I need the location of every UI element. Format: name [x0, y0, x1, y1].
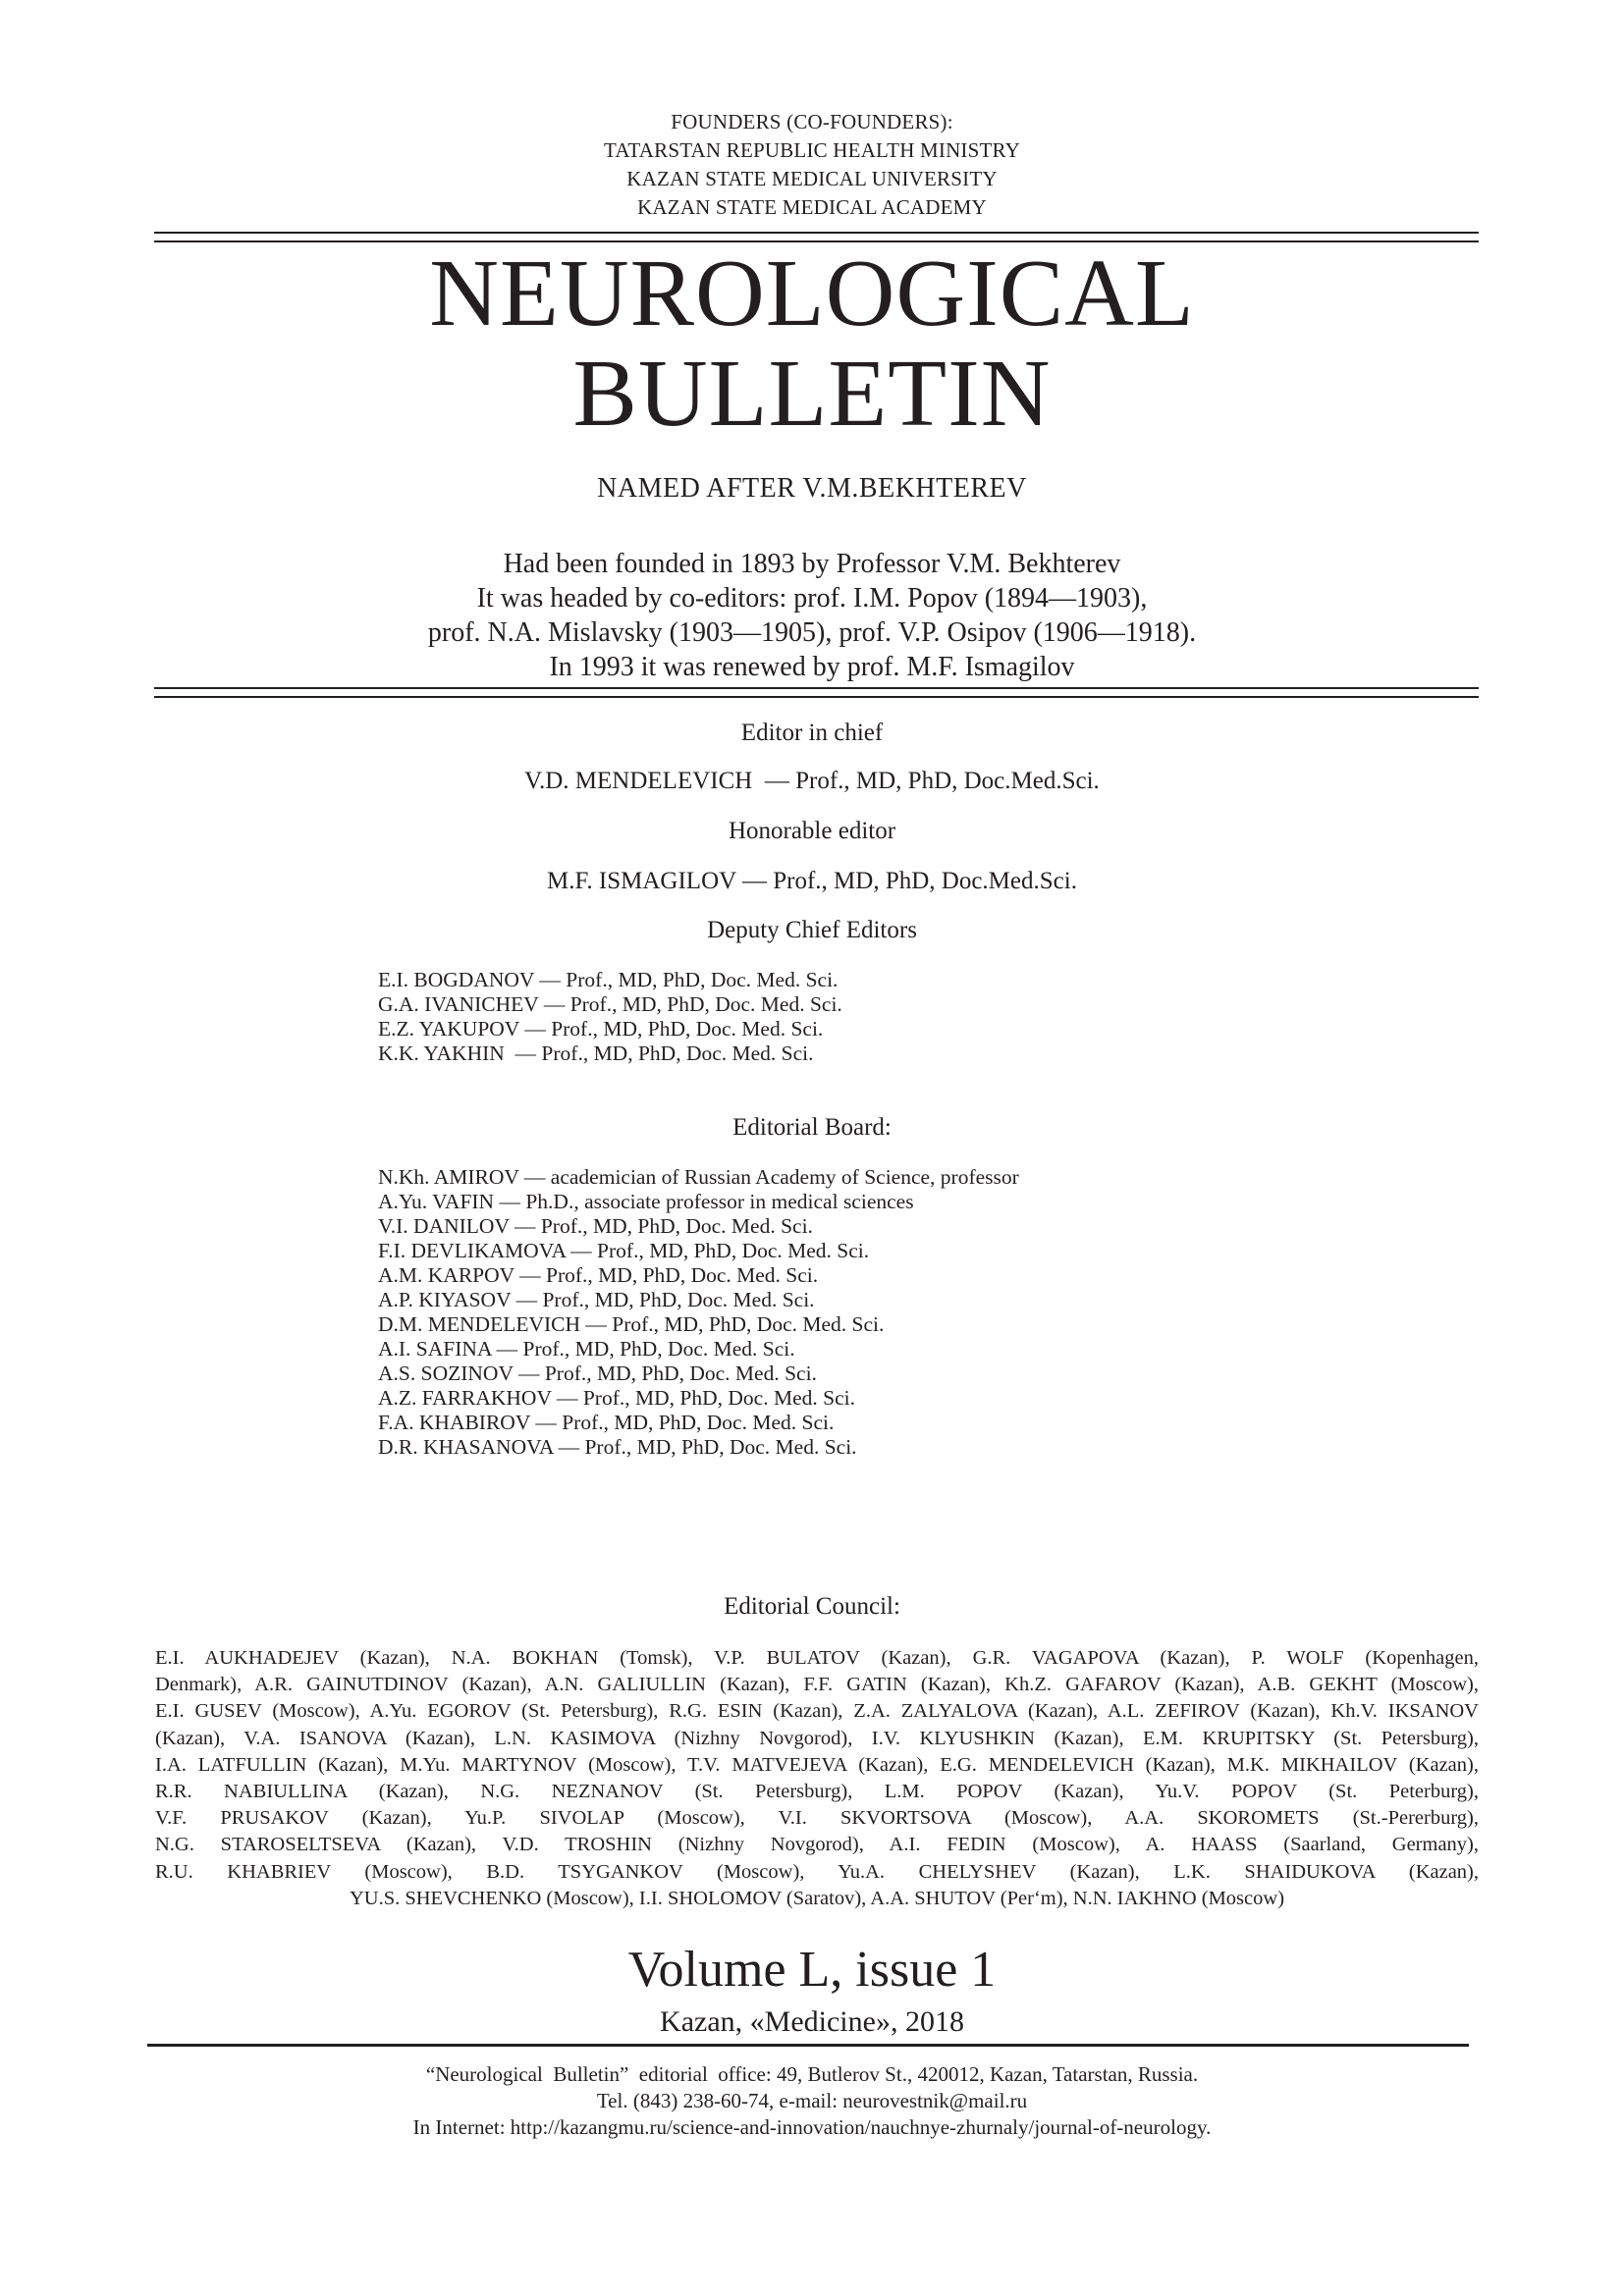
- council-line: E.I. GUSEV (Moscow), A.Yu. EGOROV (St. Petersburg), R.G. ESIN (Kazan), Z.A. ZALYALOVA (Kazan), A.L. ZEFIROV (Kazan), Kh.V. IKSANOV: [155, 1700, 1479, 1723]
- internet-link[interactable]: In Internet: http://kazangmu.ru/science-and-innovation/nauchnye-zhurnaly/journal-of-neurology.: [412, 2115, 1212, 2139]
- volume-issue: Volume L, issue 1: [627, 1942, 997, 1998]
- middle-double-rule: [154, 687, 1479, 698]
- list-item: A.Z. FARRAKHOV — Prof., MD, PhD, Doc. Med. Sci.: [378, 1386, 855, 1410]
- editorial-council-text: [155, 1645, 1479, 1912]
- council-line: R.R. NABIULLINA (Kazan), N.G. NEZNANOV (St. Petersburg), L.M. POPOV (Kazan), Yu.V. POPOV (St. Peterburg),: [155, 1780, 1479, 1802]
- council-line: (Kazan), V.A. ISANOVA (Kazan), L.N. KASIMOVA (Nizhny Novgorod), I.V. KLYUSHKIN (Kazan), E.M. KRUPITSKY (St. Petersburg),: [155, 1727, 1479, 1749]
- council-line: E.I. AUKHADEJEV (Kazan), N.A. BOKHAN (Tomsk), V.P. BULATOV (Kazan), G.R. VAGAPOVA (Kazan), P. WOLF (Kopenhagen,: [155, 1647, 1479, 1669]
- phone-email: Tel. (843) 238-60-74, e-mail: neurovestnik@mail.ru: [596, 2089, 1028, 2112]
- editorial-board-list: [378, 1165, 1019, 1460]
- council-line: V.F. PRUSAKOV (Kazan), Yu.P. SIVOLAP (Moscow), V.I. SKVORTSOVA (Moscow), A.A. SKOROMETS (St.-Pererburg),: [155, 1807, 1479, 1830]
- list-item: K.K. YAKHIN — Prof., MD, PhD, Doc. Med. Sci.: [378, 1041, 814, 1065]
- council-line: YU.S. SHEVCHENKO (Moscow), I.I. SHOLOMOV (Saratov), A.A. SHUTOV (Per‘m), N.N. IAKHNO (Moscow): [349, 1887, 1285, 1909]
- list-item: F.A. KHABIROV — Prof., MD, PhD, Doc. Med. Sci.: [378, 1411, 835, 1434]
- list-item: G.A. IVANICHEV — Prof., MD, PhD, Doc. Med. Sci.: [378, 992, 842, 1016]
- founder-line: KAZAN STATE MEDICAL ACADEMY: [637, 195, 987, 219]
- history-line: In 1993 it was renewed by prof. M.F. Ismagilov: [549, 652, 1075, 682]
- editor-in-chief-heading: Editor in chief: [740, 720, 884, 746]
- list-item: E.I. BOGDANOV — Prof., MD, PhD, Doc. Med. Sci.: [378, 968, 839, 991]
- founder-line: TATARSTAN REPUBLIC HEALTH MINISTRY: [604, 138, 1020, 162]
- list-item: A.M. KARPOV — Prof., MD, PhD, Doc. Med. Sci.: [378, 1263, 819, 1287]
- list-item: A.Yu. VAFIN — Ph.D., associate professor in medical sciences: [378, 1190, 914, 1213]
- editorial-council-heading: Editorial Council:: [724, 1593, 900, 1620]
- list-item: A.S. SOZINOV — Prof., MD, PhD, Doc. Med. Sci.: [378, 1362, 817, 1385]
- founders-heading: FOUNDERS (CO-FOUNDERS):: [671, 110, 953, 133]
- council-line: I.A. LATFULLIN (Kazan), M.Yu. MARTYNOV (Moscow), T.V. MATVEJEVA (Kazan), E.G. MENDELEVICH (Kazan), M.K. MIKHAILOV (Kazan),: [155, 1753, 1479, 1776]
- honorable-editor-heading: Honorable editor: [728, 818, 896, 844]
- contact-block: [0, 2061, 1624, 2141]
- journal-title-line2: BULLETIN: [572, 341, 1052, 447]
- list-item: A.P. KIYASOV — Prof., MD, PhD, Doc. Med. Sci.: [378, 1288, 815, 1311]
- honorable-editor-name: M.F. ISMAGILOV — Prof., MD, PhD, Doc.Med.Sci.: [547, 868, 1077, 894]
- history-line: prof. N.A. Mislavsky (1903—1905), prof. V.P. Osipov (1906—1918).: [427, 617, 1197, 648]
- history-line: It was headed by co-editors: prof. I.M. Popov (1894—1903),: [476, 583, 1148, 614]
- list-item: F.I. DEVLIKAMOVA — Prof., MD, PhD, Doc. Med. Sci.: [378, 1239, 870, 1262]
- council-line: Denmark), A.R. GAINUTDINOV (Kazan), A.N. GALIULLIN (Kazan), F.F. GATIN (Kazan), Kh.Z. GAFAROV (Kazan), A.B. GEKHT (Moscow),: [155, 1674, 1479, 1696]
- list-item: V.I. DANILOV — Prof., MD, PhD, Doc. Med. Sci.: [378, 1214, 813, 1238]
- editorial-office-address: “Neurological Bulletin” editorial office: 49, Butlerov St., 420012, Kazan, Tatarstan, Russia.: [425, 2062, 1199, 2086]
- history-line: Had been founded in 1893 by Professor V.M. Bekhterev: [503, 549, 1121, 579]
- publisher-line: Kazan, «Medicine», 2018: [660, 2005, 964, 2038]
- list-item: E.Z. YAKUPOV — Prof., MD, PhD, Doc. Med. Sci.: [378, 1017, 824, 1041]
- editor-in-chief-name: V.D. MENDELEVICH — Prof., MD, PhD, Doc.Med.Sci.: [524, 768, 1100, 794]
- list-item: D.M. MENDELEVICH — Prof., MD, PhD, Doc. Med. Sci.: [378, 1312, 885, 1336]
- founder-line: KAZAN STATE MEDICAL UNIVERSITY: [626, 167, 998, 190]
- list-item: N.Kh. AMIROV — academician of Russian Academy of Science, professor: [378, 1165, 1019, 1189]
- journal-subtitle: NAMED AFTER V.M.BEKHTEREV: [597, 473, 1027, 504]
- list-item: D.R. KHASANOVA — Prof., MD, PhD, Doc. Med. Sci.: [378, 1435, 857, 1459]
- editorial-board-heading: Editorial Board:: [732, 1114, 892, 1141]
- list-item: A.I. SAFINA — Prof., MD, PhD, Doc. Med. Sci.: [378, 1337, 795, 1361]
- bottom-rule: [147, 2044, 1469, 2047]
- founders-block: [0, 108, 1624, 222]
- journal-title-line1: NEUROLOGICAL: [429, 240, 1195, 347]
- deputy-chief-editors-list: [378, 968, 842, 1066]
- council-line: R.U. KHABRIEV (Moscow), B.D. TSYGANKOV (Moscow), Yu.A. CHELYSHEV (Kazan), L.K. SHAIDUKOVA (Kazan),: [155, 1860, 1479, 1883]
- council-line: N.G. STAROSELTSEVA (Kazan), V.D. TROSHIN (Nizhny Novgorod), A.I. FEDIN (Moscow), A. HAASS (Saarland, Germany),: [155, 1834, 1479, 1856]
- history-block: [0, 547, 1624, 684]
- deputy-chief-editors-heading: Deputy Chief Editors: [707, 917, 917, 943]
